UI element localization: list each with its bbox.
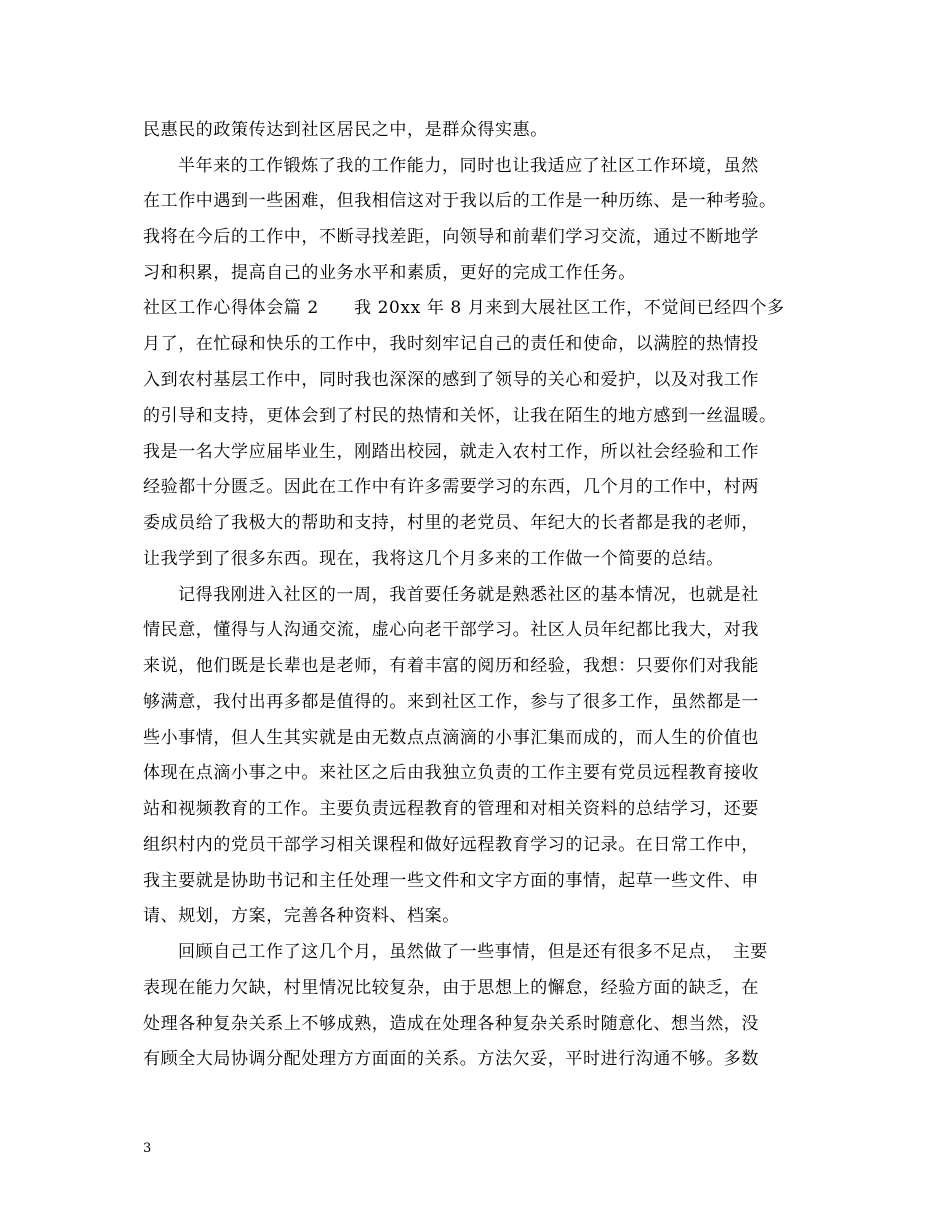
text-line: 我将在今后的工作中，不断寻找差距，向领导和前辈们学习交流，通过不断地学 — [143, 227, 759, 247]
text-line: 我主要就是协助书记和主任处理一些文件和文字方面的事情，起草一些文件、申 — [143, 871, 759, 891]
text-line: 够满意，我付出再多都是值得的。来到社区工作，参与了很多工作，虽然都是一 — [143, 692, 759, 712]
text-line: 让我学到了很多东西。现在，我将这几个月多来的工作做一个简要的总结。 — [143, 549, 724, 569]
page-number: 3 — [143, 1141, 152, 1156]
text-line: 在工作中遇到一些困难，但我相信这对于我以后的工作是一种历练、是一种考验。 — [143, 191, 777, 211]
section-heading-line: 社区工作心得体会篇 2 我 20xx 年 8 月来到大展社区工作，不觉间已经四个多 — [143, 298, 785, 318]
text-line: 半年来的工作锻炼了我的工作能力，同时也让我适应了社区工作环境，虽然 — [178, 156, 759, 176]
text-line: 站和视频教育的工作。主要负责远程教育的管理和对相关资料的总结学习，还要 — [143, 799, 759, 819]
text-line: 请、规划，方案，完善各种资料、档案。 — [143, 906, 460, 926]
text-line: 回顾自己工作了这几个月，虽然做了一些事情，但是还有很多不足点， 主要 — [178, 942, 768, 962]
text-line: 入到农村基层工作中，同时我也深深的感到了领导的关心和爱护，以及对我工作 — [143, 370, 759, 390]
text-line: 记得我刚进入社区的一周，我首要任务就是熟悉社区的基本情况，也就是社 — [178, 585, 759, 605]
text-line: 些小事情，但人生其实就是由无数点点滴滴的小事汇集而成的，而人生的价值也 — [143, 728, 759, 748]
text-line: 组织村内的党员干部学习相关课程和做好远程教育学习的记录。在日常工作中， — [143, 835, 759, 855]
text-line: 习和积累，提高自己的业务水平和素质，更好的完成工作任务。 — [143, 263, 636, 283]
text-line: 的引导和支持，更体会到了村民的热情和关怀，让我在陌生的地方感到一丝温暖。 — [143, 406, 777, 426]
text-line: 月了，在忙碌和快乐的工作中，我时刻牢记自己的责任和使命，以满腔的热情投 — [143, 334, 759, 354]
text-line: 来说，他们既是长辈也是老师，有着丰富的阅历和经验，我想：只要你们对我能 — [143, 656, 759, 676]
text-line: 表现在能力欠缺，村里情况比较复杂，由于思想上的懈怠，经验方面的缺乏，在 — [143, 978, 759, 998]
text-line: 有顾全大局协调分配处理方方面面的关系。方法欠妥，平时进行沟通不够。多数 — [143, 1049, 759, 1069]
text-line: 我是一名大学应届毕业生，刚踏出校园，就走入农村工作，所以社会经验和工作 — [143, 442, 759, 462]
text-line: 处理各种复杂关系上不够成熟，造成在处理各种复杂关系时随意化、想当然，没 — [143, 1014, 759, 1034]
text-line: 体现在点滴小事之中。来社区之后由我独立负责的工作主要有党员远程教育接收 — [143, 763, 759, 783]
text-line: 经验都十分匮乏。因此在工作中有许多需要学习的东西，几个月的工作中，村两 — [143, 477, 759, 497]
text-line: 情民意，懂得与人沟通交流，虚心向老干部学习。社区人员年纪都比我大，对我 — [143, 620, 759, 640]
text-line: 民惠民的政策传达到社区居民之中，是群众得实惠。 — [143, 120, 548, 140]
text-line: 委成员给了我极大的帮助和支持，村里的老党员、年纪大的长者都是我的老师， — [143, 513, 759, 533]
